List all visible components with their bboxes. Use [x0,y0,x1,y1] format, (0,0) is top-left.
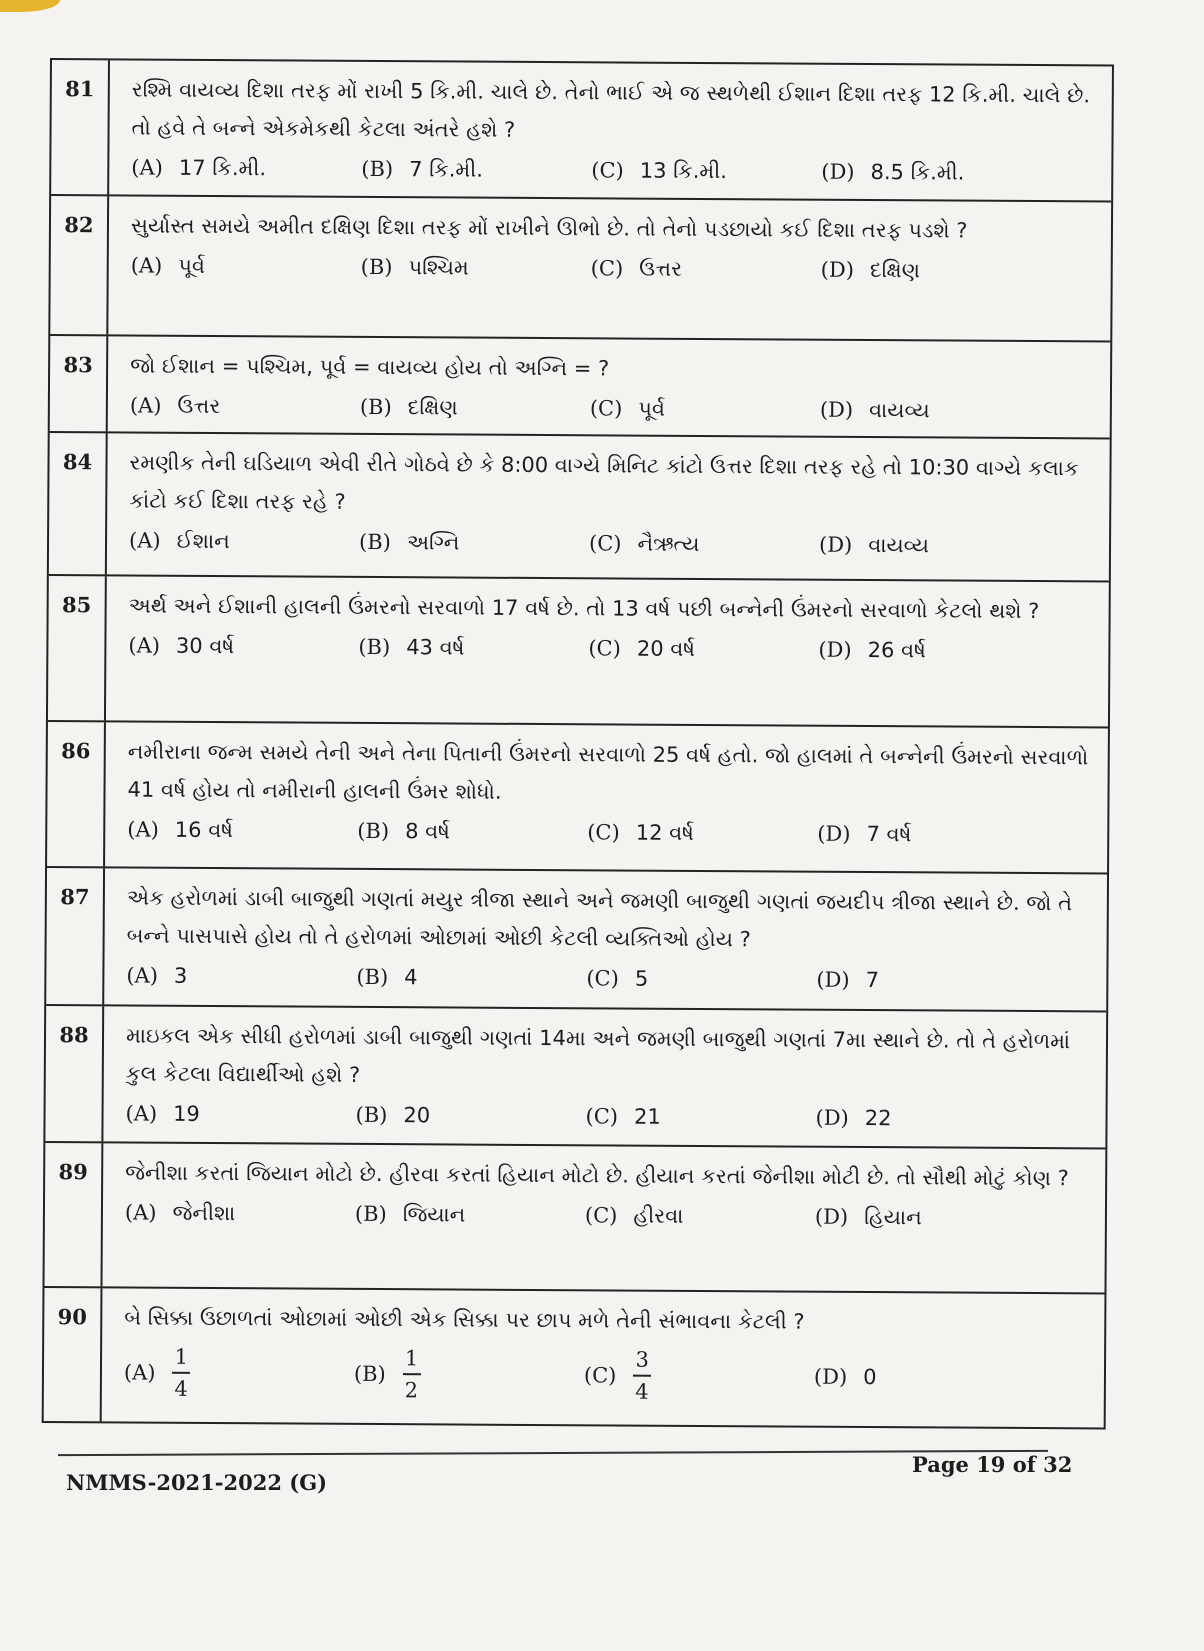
option-value: પૂર્વ [638,396,666,421]
option-value: ઈશાન [176,528,230,554]
question-body [106,576,1109,726]
question-text: જો ઈશાન = પશ્ચિમ, પૂર્વ = વાયવ્ય હોય તો અગ્નિ = ? [130,353,610,381]
fraction-numerator: 1 [404,1346,419,1371]
exam-code: NMMS-2021-2022 (G) [66,1470,328,1495]
option-a [124,1344,354,1401]
option-a [129,523,359,558]
option-value: દક્ષિણ [869,258,921,283]
option-key: (C) [583,1363,617,1388]
option-b [361,152,591,187]
option-value: 5 [634,966,649,991]
question-body [107,433,1110,580]
option-value: 7 [865,967,880,993]
question-text: સુર્યાસ્ત સમયે અમીત દક્ષિણ દિશા તરફ મોં રાખીને ઊભો છે. તો તેનો પડછાયો કઈ દિશા તરફ પડશે ? [130,213,968,243]
option-d [816,963,1046,998]
option-b [356,960,586,995]
option-key: (D) [815,1105,849,1130]
question-row [51,60,1112,202]
option-key: (B) [361,156,394,182]
option-a [131,150,361,185]
question-row [49,433,1110,582]
option-key: (D) [818,637,852,662]
option-value: 13 કિ.મી. [639,158,728,184]
option-value: દક્ષિણ [407,395,458,420]
option-c [590,391,820,426]
option-key: (C) [590,256,624,281]
question-number: 90 [44,1288,103,1421]
question-text: નમીરાના જન્મ સમયે તેની અને તેના પિતાની ઉંમરનો સરવાળો 25 વર્ષ હતો. જો હાલમાં તે બન્નેની ઉંમરનો સરવાળો 41 વર્ષ હોય તો નમીરાની હાલની ઉંમર શોધો. [127,739,1089,804]
options-row [131,248,1097,288]
option-value: 30 વર્ષ [175,633,235,659]
options-row [125,1096,1091,1136]
question-text: જેનીશા કરતાં જિયાન મોટો છે. હીરવા કરતાં હિયાન મોટો છે. હીયાન કરતાં જેનીશા મોટી છે. તો સૌથી મોટું કોણ ? [125,1160,1069,1191]
option-key: (B) [359,394,392,420]
question-text: એક હરોળમાં ડાબી બાજુથી ગણતાં મયુર ત્રીજા સ્થાને અને જમણી બાજુથી ગણતાં જયદીપ ત્રીજા સ્થાને છે. જો તે બન્ને પાસપાસે હોય તો તે હરોળમાં ઓછામાં ઓછી કેટલી વ્યક્તિઓ હોય ? [126,885,1073,952]
question-row [46,868,1107,1012]
option-key: (A) [129,393,162,418]
option-d [814,1349,1044,1406]
options-row [128,628,1094,668]
option-key: (D) [817,821,851,846]
question-number: 86 [47,722,106,866]
option-value: હિયાન [864,1204,922,1230]
fraction [171,1345,191,1401]
option-a [126,958,356,993]
option-d [820,393,1050,428]
option-key: (C) [588,531,622,556]
option-value: 12 વર્ષ [635,820,695,845]
option-value: 20 વર્ષ [636,636,696,661]
page-number: Page 19 of 32 [912,1452,1073,1477]
options-row [131,150,1097,190]
option-key: (B) [355,1102,388,1128]
option-key: (A) [123,1360,156,1385]
question-number: 81 [51,60,110,194]
option-key: (D) [819,397,854,422]
option-value: 20 [403,1103,431,1128]
option-a [125,1195,355,1230]
option-c [589,526,819,561]
option-b [359,525,589,560]
fraction-numerator: 3 [635,1347,649,1372]
option-value: 19 [173,1101,200,1126]
option-value: 4 [404,965,418,990]
option-key: (C) [587,820,620,845]
question-text: અર્થ અને ઈશાની હાલની ઉંમરનો સરવાળો 17 વર્ષ છે. તો 13 વર્ષ પછી બન્નેની ઉંમરનો સરવાળો કેટલો થશે ? [128,593,1040,624]
question-row [50,336,1111,439]
option-b [355,1197,585,1232]
option-value: જેનીશા [172,1200,236,1226]
option-d [821,155,1051,190]
question-number: 83 [50,336,109,431]
option-key: (B) [357,818,390,844]
question-body [108,336,1111,437]
option-key: (D) [813,1364,848,1389]
option-c [584,1347,814,1404]
fraction-bar [172,1372,190,1374]
option-b [361,250,591,285]
option-value: અગ્નિ [406,530,460,555]
option-value: જિયાન [402,1202,466,1227]
option-value: 43 વર્ષ [406,635,465,660]
option-c [591,153,821,188]
options-row [125,1195,1091,1235]
option-key: (C) [586,966,619,991]
option-key: (A) [131,155,163,180]
question-number: 82 [50,196,109,334]
question-body [109,60,1112,200]
option-key: (C) [584,1203,618,1228]
question-text: માઇકલ એક સીધી હરોળમાં ડાબી બાજુથી ગણતાં 14મા અને જમણી બાજુથી ગણતાં 7મા સ્થાને છે. તો તે હરોળમાં કુલ કેટલા વિદ્યાર્થીઓ હશે ? [125,1023,1071,1087]
option-b [360,390,590,425]
fraction-bar [402,1373,420,1375]
question-text: રમણીક તેની ઘડિયાળ એવી રીતે ગોઠવે છે કે 8:00 વાગ્યે મિનિટ કાંટો ઉત્તર દિશા તરફ રહે તો 10:30 વાગ્યે કલાક કાંટો કઈ દિશા તરફ રહે ? [129,450,1079,514]
option-value: 21 [633,1104,661,1129]
option-c [585,1099,815,1134]
option-key: (C) [585,1104,619,1129]
option-value: વાયવ્ય [868,533,930,558]
fraction-bar [633,1375,651,1377]
fraction [632,1348,652,1404]
option-key: (A) [124,1200,157,1225]
option-key: (D) [816,967,850,992]
options-row [129,523,1095,563]
option-key: (D) [821,159,855,184]
option-b [354,1346,584,1403]
option-value: 3 [173,963,188,988]
option-value: 17 કિ.મી. [178,155,267,181]
fraction-denominator: 4 [635,1379,649,1404]
option-b [358,630,588,665]
option-a [130,388,360,423]
question-number: 88 [45,1006,104,1141]
option-value: 26 વર્ષ [867,638,926,663]
question-body [105,722,1108,872]
option-b [355,1098,585,1133]
option-d [815,1200,1045,1235]
question-number: 87 [46,868,105,1004]
option-key: (A) [125,1101,158,1126]
fraction-denominator: 4 [174,1376,188,1401]
option-a [125,1096,355,1131]
option-key: (A) [130,253,163,278]
question-body [102,1143,1105,1292]
option-key: (A) [127,817,159,842]
option-key: (C) [591,158,624,183]
option-key: (B) [356,964,389,990]
option-key: (C) [589,396,623,421]
options-row [126,958,1092,998]
option-d [818,633,1048,668]
question-number: 84 [49,433,108,574]
option-value: 7 વર્ષ [866,822,912,847]
options-row [124,1344,1090,1405]
footer-divider [58,1450,1048,1456]
question-row [45,1006,1106,1149]
question-row [44,1288,1105,1427]
corner-mark [0,0,60,12]
question-row [47,722,1108,874]
option-c [591,251,821,286]
option-key: (D) [820,257,855,282]
question-body [103,1006,1106,1147]
question-table [42,58,1114,1429]
option-value: 8 વર્ષ [405,819,451,844]
fraction-denominator: 2 [404,1377,419,1402]
option-c [588,631,818,666]
option-key: (D) [814,1204,849,1229]
option-a [131,248,361,283]
option-value: 0 [863,1364,877,1389]
option-value: 7 કિ.મી. [409,157,484,182]
option-value: નૈઋત્ય [637,531,700,556]
question-text: રશ્મિ વાયવ્ય દિશા તરફ મોં રાખી 5 કિ.મી. ચાલે છે. તેનો ભાઈ એ જ સ્થળેથી ઈશાન દિશા તરફ 12 કિ.મી. ચાલે છે. તો હવે તે બન્ને એકમેકથી કેટલા અંતરે હશે ? [131,77,1091,142]
option-key: (A) [128,633,161,658]
option-key: (B) [353,1361,386,1386]
option-value: 22 [864,1105,892,1131]
question-number: 89 [44,1143,103,1286]
option-key: (B) [354,1201,387,1227]
option-d [815,1101,1045,1136]
option-value: ઉત્તર [639,256,683,281]
question-body [102,1288,1105,1427]
option-b [357,814,587,849]
question-row [44,1143,1105,1294]
option-value: હીરવા [633,1203,684,1228]
option-d [821,253,1051,288]
option-key: (B) [358,634,391,660]
question-body [108,196,1111,340]
option-key: (B) [358,529,391,555]
fraction [402,1346,422,1402]
option-value: પૂર્વ [178,253,206,278]
question-sheet [42,58,1114,1429]
option-c [587,815,817,850]
option-key: (B) [360,254,393,280]
option-d [817,817,1047,852]
options-row [127,812,1093,852]
option-key: (A) [126,963,159,988]
option-c [586,961,816,996]
option-value: 8.5 કિ.મી. [870,160,965,185]
options-row [130,388,1096,428]
question-text: બે સિક્કા ઉછાળતાં ઓછામાં ઓછી એક સિક્કા પર છાપ મળે તેની સંભાવના કેટલી ? [124,1305,805,1334]
question-row [50,196,1111,342]
option-a [127,812,357,847]
option-value: વાયવ્ય [869,398,930,423]
option-key: (A) [128,528,161,553]
option-a [128,628,358,663]
question-body [104,868,1107,1010]
option-value: 16 વર્ષ [174,817,234,843]
option-key: (D) [818,532,853,557]
option-d [819,528,1049,563]
question-number: 85 [48,576,107,720]
option-value: ઉત્તર [177,393,221,419]
option-value: પશ્ચિમ [408,255,469,280]
option-c [585,1198,815,1233]
question-row [48,576,1109,728]
option-key: (C) [588,636,621,661]
fraction-numerator: 1 [174,1344,189,1369]
